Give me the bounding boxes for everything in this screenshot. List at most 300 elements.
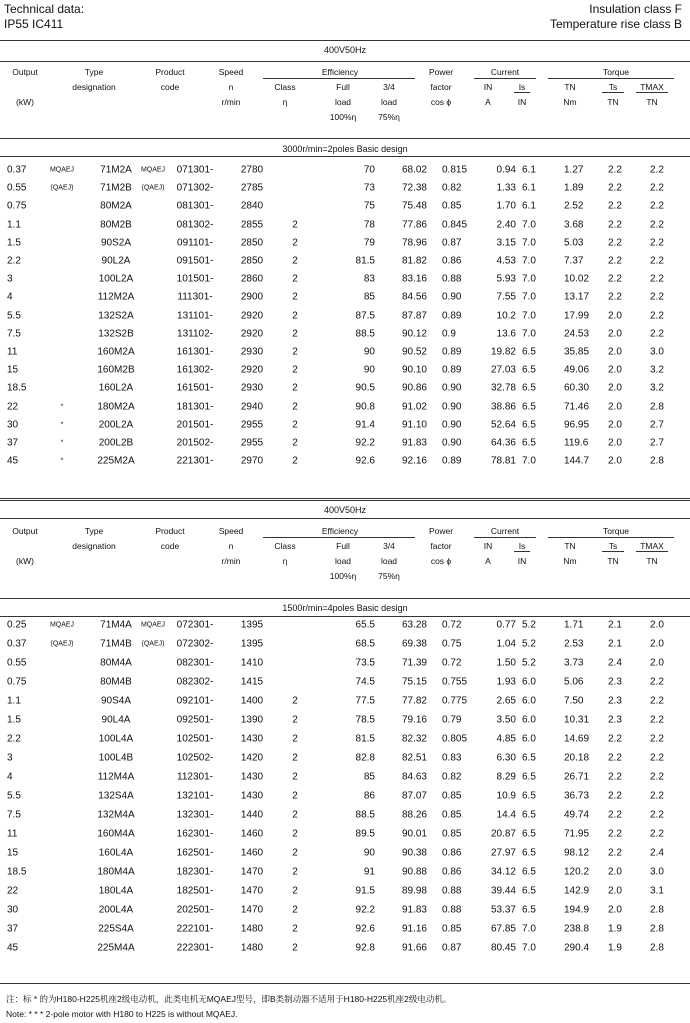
table-cell: 2.4 <box>650 847 664 859</box>
table-cell: 182501- <box>176 885 214 897</box>
table-cell: 90S4A <box>100 695 132 707</box>
table-cell: 0.55 <box>7 657 27 669</box>
table-cell: 0.89 <box>442 346 462 358</box>
col-ts-ratio-top: Ts <box>608 82 618 92</box>
table-cell: 1.1 <box>7 219 21 231</box>
table-cell: 91.66 <box>401 942 427 954</box>
table-cell: 92.8 <box>355 942 375 954</box>
table-cell: 90.5 <box>355 382 375 394</box>
table-cell: 71M2A <box>100 164 132 176</box>
table-cell: 1440 <box>240 809 264 821</box>
col-type-header-2: designation <box>72 541 116 551</box>
table-cell: 2.1 <box>608 638 622 650</box>
table-cell: 142.9 <box>564 885 590 897</box>
table-cell: 200L4A <box>98 904 134 916</box>
col-class-header: Class <box>274 541 296 551</box>
col-in-symbol: IN <box>483 541 493 551</box>
table-cell: (QAEJ) <box>141 184 165 192</box>
table-cell: 2.7 <box>650 419 664 431</box>
table-cell: 10.2 <box>496 310 516 322</box>
col-power-header: Power <box>428 526 454 536</box>
table-cell: 160M4A <box>97 828 135 840</box>
table-cell: 131102- <box>177 328 213 340</box>
table-cell: 082302- <box>176 676 214 688</box>
table-cell: 082301- <box>176 657 214 669</box>
table-cell: 0.89 <box>442 364 462 376</box>
table-cell: 6.1 <box>522 182 536 194</box>
table-cell: 5.2 <box>522 619 536 631</box>
table-cell: 1.9 <box>608 923 622 935</box>
col-class-symbol: η <box>282 556 288 566</box>
col-torque-header: Torque <box>603 526 629 536</box>
table-cell: 2.0 <box>608 310 622 322</box>
col-efficiency-header: Efficiency <box>321 526 359 536</box>
table-cell: 2.0 <box>608 401 622 413</box>
table-rule <box>0 500 690 501</box>
table-cell: 7.0 <box>522 328 536 340</box>
table-cell: 0.90 <box>442 291 462 303</box>
table-cell: 2.3 <box>608 676 622 688</box>
table-cell: 0.83 <box>442 752 462 764</box>
table-cell: 111301- <box>177 291 213 303</box>
table-cell: 6.5 <box>522 771 536 783</box>
table-cell: 90L2A <box>101 255 131 267</box>
table-cell: 18.5 <box>7 382 27 394</box>
table-cell: 1470 <box>240 904 264 916</box>
table-cell: 6.5 <box>522 904 536 916</box>
table-rule <box>0 598 690 599</box>
table-cell: 24.53 <box>564 328 590 340</box>
table-cell: 17.99 <box>564 310 590 322</box>
table-cell: 6.5 <box>522 828 536 840</box>
col-torque-header: Torque <box>603 67 629 77</box>
table-cell: 2.2 <box>650 219 664 231</box>
speed-design-subheader: 1500r/min=4poles Basic design <box>282 603 408 613</box>
table-cell: 2.2 <box>608 828 622 840</box>
table-cell: 84.56 <box>401 291 427 303</box>
table-cell: * <box>60 439 64 447</box>
col-power-header-2: factor <box>430 82 452 92</box>
is-ratio-divider <box>514 551 530 552</box>
table-cell: 7.0 <box>522 237 536 249</box>
table-cell: 160M2A <box>97 346 135 358</box>
table-cell: 2 <box>292 942 298 954</box>
table-cell: 1480 <box>240 942 264 954</box>
table-cell: * <box>60 403 64 411</box>
table-cell: 2 <box>292 382 298 394</box>
table-cell: 2 <box>292 733 298 745</box>
table-cell: 5.06 <box>564 676 584 688</box>
table-cell: 3 <box>7 752 13 764</box>
table-cell: 200L2A <box>98 419 134 431</box>
table-cell: 5.2 <box>522 638 536 650</box>
table-cell: 6.5 <box>522 866 536 878</box>
col-code-header: Product <box>155 526 185 536</box>
torque-group-underline <box>548 78 674 79</box>
table-cell: 0.88 <box>442 885 462 897</box>
table-cell: 78.96 <box>401 237 427 249</box>
col-efficiency-header: Efficiency <box>321 67 359 77</box>
table-cell: 3.68 <box>564 219 584 231</box>
col-current-header: Current <box>490 67 520 77</box>
table-cell: 1.9 <box>608 942 622 954</box>
table-cell: 20.87 <box>490 828 516 840</box>
table-cell: MQAEJ <box>140 621 166 629</box>
table-cell: 11 <box>7 346 18 358</box>
table-cell: 65.5 <box>355 619 375 631</box>
table-cell: 71.46 <box>564 401 590 413</box>
col-class-header: Class <box>274 82 296 92</box>
col-type-header: Type <box>84 526 104 536</box>
table-cell: 0.86 <box>442 847 462 859</box>
table-cell: 20.18 <box>564 752 590 764</box>
table-cell: 6.0 <box>522 714 536 726</box>
table-cell: 53.37 <box>490 904 516 916</box>
table-cell: 81.5 <box>355 733 375 745</box>
table-cell: 6.30 <box>496 752 516 764</box>
table-cell: 35.85 <box>564 346 590 358</box>
table-cell: 80M4A <box>100 657 132 669</box>
table-cell: 3.15 <box>496 237 516 249</box>
col-current-header: Current <box>490 526 520 536</box>
table-cell: 3.73 <box>564 657 584 669</box>
table-cell: 202501- <box>176 904 214 916</box>
table-cell: 78 <box>363 219 375 231</box>
table-cell: 072301- <box>176 619 214 631</box>
col-code-header-2: code <box>160 82 180 92</box>
table-cell: 90.52 <box>401 346 427 358</box>
section-voltage-label: 400V50Hz <box>323 505 367 515</box>
table-cell: 88.26 <box>401 809 427 821</box>
table-cell: 2.2 <box>7 733 21 745</box>
table-cell: 120.2 <box>564 866 590 878</box>
table-cell: 1460 <box>240 828 264 840</box>
table-cell: 2.2 <box>650 255 664 267</box>
table-cell: 7.0 <box>522 255 536 267</box>
table-cell: 0.87 <box>442 237 462 249</box>
col-ts-ratio-bottom: TN <box>607 97 619 107</box>
table-cell: 7.0 <box>522 291 536 303</box>
table-rule <box>0 156 690 157</box>
table-cell: 2940 <box>240 401 264 413</box>
table-cell: 2 <box>292 237 298 249</box>
table-cell: 1.1 <box>7 695 21 707</box>
table-cell: MQAEJ <box>49 621 75 629</box>
table-cell: 6.5 <box>522 437 536 449</box>
col-code-header-2: code <box>160 541 180 551</box>
table-cell: 0.85 <box>442 828 462 840</box>
table-cell: 27.97 <box>490 847 516 859</box>
table-cell: 71.39 <box>401 657 427 669</box>
col-speed-header: Speed <box>218 526 244 536</box>
table-cell: 71M4B <box>100 638 132 650</box>
table-cell: 0.88 <box>442 273 462 285</box>
table-cell: 67.85 <box>490 923 516 935</box>
table-cell: 84.63 <box>401 771 427 783</box>
col-full-load-header-3: 100%η <box>329 112 357 122</box>
table-cell: 14.4 <box>496 809 516 821</box>
table-cell: MQAEJ <box>49 166 75 174</box>
table-cell: 2 <box>292 419 298 431</box>
table-cell: 1430 <box>240 733 264 745</box>
table-cell: 225M2A <box>97 455 135 467</box>
table-cell: 200L2B <box>98 437 134 449</box>
table-cell: 91.10 <box>401 419 427 431</box>
table-cell: 2.2 <box>650 752 664 764</box>
table-cell: 2970 <box>240 455 264 467</box>
table-cell: 3.0 <box>650 866 664 878</box>
table-cell: 2.2 <box>608 847 622 859</box>
table-cell: 5.5 <box>7 790 21 802</box>
table-cell: 0.775 <box>442 695 468 707</box>
is-ratio-divider <box>514 92 530 93</box>
table-cell: 2955 <box>240 437 264 449</box>
table-cell: 112301- <box>177 771 213 783</box>
table-cell: 2.2 <box>608 790 622 802</box>
table-cell: 161301- <box>176 346 214 358</box>
table-cell: 101501- <box>176 273 214 285</box>
table-cell: 5.93 <box>496 273 516 285</box>
table-cell: 1395 <box>240 638 264 650</box>
table-cell: 1.27 <box>564 164 584 176</box>
table-cell: 2.3 <box>608 695 622 707</box>
table-cell: 2.2 <box>608 237 622 249</box>
table-cell: 6.5 <box>522 419 536 431</box>
table-cell: 14.69 <box>564 733 590 745</box>
table-cell: 1420 <box>240 752 264 764</box>
table-cell: 0.89 <box>442 310 462 322</box>
table-cell: 2 <box>292 346 298 358</box>
table-cell: 201502- <box>176 437 214 449</box>
table-cell: 161501- <box>176 382 214 394</box>
col-tmax-ratio-top: TMAX <box>640 82 664 92</box>
table-cell: 91 <box>363 866 375 878</box>
table-cell: 2.2 <box>650 809 664 821</box>
table-cell: 82.51 <box>401 752 427 764</box>
table-cell: 87.87 <box>401 310 427 322</box>
col-full-load-header-3: 100%η <box>329 571 357 581</box>
table-cell: 90 <box>363 364 375 376</box>
table-cell: 6.5 <box>522 401 536 413</box>
table-cell: 90.88 <box>401 866 427 878</box>
table-cell: 90.10 <box>401 364 427 376</box>
table-cell: 91.83 <box>401 904 427 916</box>
table-cell: 10.9 <box>496 790 516 802</box>
table-cell: 80M2B <box>100 219 132 231</box>
table-cell: 132S2B <box>98 328 134 340</box>
col-type-header: Type <box>84 67 104 77</box>
table-cell: 2.65 <box>496 695 516 707</box>
table-cell: 96.95 <box>564 419 590 431</box>
table-cell: 3.2 <box>650 382 664 394</box>
current-group-underline <box>474 537 536 538</box>
table-cell: 78.5 <box>355 714 375 726</box>
table-cell: 90.86 <box>401 382 427 394</box>
table-cell: 221301- <box>176 455 214 467</box>
table-cell: 6.5 <box>522 346 536 358</box>
table-cell: 2.2 <box>650 771 664 783</box>
col-full-load-header: Full <box>336 541 350 551</box>
table-cell: 77.82 <box>401 695 427 707</box>
tmax-ratio-divider <box>636 92 668 93</box>
col-tn-symbol: TN <box>564 82 576 92</box>
table-cell: (QAEJ) <box>50 640 74 648</box>
col-full-load-header-2: load <box>334 556 352 566</box>
table-cell: 1.71 <box>564 619 584 631</box>
col-power-header-3: cos ϕ <box>430 556 452 566</box>
table-cell: 7.0 <box>522 310 536 322</box>
table-cell: 225S4A <box>98 923 134 935</box>
table-cell: 162301- <box>176 828 214 840</box>
current-group-underline <box>474 78 536 79</box>
table-cell: 0.88 <box>442 904 462 916</box>
table-cell: 2.2 <box>650 182 664 194</box>
table-cell: 91.83 <box>401 437 427 449</box>
table-cell: 2 <box>292 866 298 878</box>
table-cell: 2.2 <box>608 164 622 176</box>
table-cell: 2930 <box>240 346 264 358</box>
table-cell: 79.16 <box>401 714 427 726</box>
table-cell: 081301- <box>176 200 214 212</box>
table-cell: 83.16 <box>401 273 427 285</box>
table-cell: 3.50 <box>496 714 516 726</box>
table-cell: 2 <box>292 752 298 764</box>
table-cell: 1.50 <box>496 657 516 669</box>
table-cell: 75 <box>363 200 375 212</box>
table-cell: 83 <box>363 273 375 285</box>
table-cell: 2930 <box>240 382 264 394</box>
table-cell: 22 <box>7 401 19 413</box>
insulation-class-label: Insulation class F <box>589 2 682 16</box>
table-cell: 2.2 <box>650 828 664 840</box>
table-cell: 70 <box>363 164 375 176</box>
table-cell: 2.0 <box>608 382 622 394</box>
table-cell: 091101- <box>177 237 213 249</box>
temperature-rise-label: Temperature rise class B <box>549 17 682 31</box>
table-cell: 87.5 <box>355 310 375 322</box>
table-cell: 36.73 <box>564 790 590 802</box>
table-cell: 98.12 <box>564 847 590 859</box>
table-cell: 7.55 <box>496 291 516 303</box>
table-cell: 15 <box>7 364 19 376</box>
table-cell: 0.90 <box>442 419 462 431</box>
table-cell: 0.86 <box>442 255 462 267</box>
table-cell: 201501- <box>176 419 214 431</box>
col-34-load-header-2: load <box>380 97 398 107</box>
col-is-ratio-top: Is <box>518 82 526 92</box>
table-cell: 68.02 <box>401 164 427 176</box>
col-output-unit: (kW) <box>16 556 34 566</box>
table-cell: 2.2 <box>608 219 622 231</box>
table-cell: 92.6 <box>355 455 375 467</box>
table-cell: 86 <box>363 790 375 802</box>
table-cell: 2 <box>292 455 298 467</box>
table-cell: 100L4A <box>98 733 134 745</box>
table-cell: 1.33 <box>496 182 516 194</box>
table-cell: 80M4B <box>100 676 132 688</box>
table-cell: 71M2B <box>100 182 132 194</box>
table-cell: 2850 <box>240 237 264 249</box>
table-cell: 238.8 <box>564 923 590 935</box>
table-cell: 160L4A <box>98 847 134 859</box>
efficiency-group-underline <box>263 78 415 79</box>
table-cell: 75.15 <box>401 676 427 688</box>
table-cell: 34.12 <box>490 866 516 878</box>
table-cell: 88.5 <box>355 328 375 340</box>
table-cell: 2 <box>292 923 298 935</box>
table-cell: 0.94 <box>496 164 516 176</box>
table-cell: 0.72 <box>442 657 462 669</box>
table-cell: 4.53 <box>496 255 516 267</box>
table-cell: 0.37 <box>7 638 27 650</box>
torque-group-underline <box>548 537 674 538</box>
table-cell: 90 <box>363 346 375 358</box>
table-cell: 180M2A <box>97 401 135 413</box>
table-cell: 2.0 <box>608 328 622 340</box>
table-cell: 81.82 <box>401 255 427 267</box>
table-cell: 2.2 <box>650 790 664 802</box>
table-cell: 8.29 <box>496 771 516 783</box>
table-cell: 37 <box>7 437 19 449</box>
col-class-symbol: η <box>282 97 288 107</box>
table-cell: 2.2 <box>608 291 622 303</box>
table-cell: 3 <box>7 273 13 285</box>
table-cell: 2 <box>292 364 298 376</box>
table-cell: 2900 <box>240 291 264 303</box>
table-cell: 071302- <box>176 182 214 194</box>
table-cell: 0.89 <box>442 455 462 467</box>
table-cell: 4 <box>7 291 13 303</box>
table-cell: 3.2 <box>650 364 664 376</box>
col-ts-ratio-bottom: TN <box>607 556 619 566</box>
table-cell: 0.805 <box>442 733 468 745</box>
table-cell: 2780 <box>240 164 264 176</box>
table-cell: 7.0 <box>522 455 536 467</box>
table-cell: 7.0 <box>522 923 536 935</box>
col-34-load-header-2: load <box>380 556 398 566</box>
table-cell: 90S2A <box>100 237 132 249</box>
table-cell: 194.9 <box>564 904 590 916</box>
col-in-unit: A <box>485 556 491 566</box>
col-is-ratio-bottom: IN <box>517 556 527 566</box>
table-cell: 2.7 <box>650 437 664 449</box>
table-cell: 2855 <box>240 219 264 231</box>
table-cell: 6.1 <box>522 164 536 176</box>
table-cell: 7.5 <box>7 809 21 821</box>
table-cell: 2.8 <box>650 942 664 954</box>
table-cell: 2.2 <box>608 200 622 212</box>
table-cell: 2 <box>292 714 298 726</box>
col-in-symbol: IN <box>483 82 493 92</box>
ts-ratio-divider <box>602 92 624 93</box>
col-power-header: Power <box>428 67 454 77</box>
table-cell: 2.8 <box>650 455 664 467</box>
table-cell: 19.82 <box>490 346 516 358</box>
table-cell: 2.0 <box>608 866 622 878</box>
table-cell: 6.5 <box>522 752 536 764</box>
table-cell: 7.5 <box>7 328 21 340</box>
table-cell: 071301- <box>176 164 214 176</box>
table-cell: 38.86 <box>490 401 516 413</box>
table-cell: 0.87 <box>442 942 462 954</box>
table-cell: 0.815 <box>442 164 468 176</box>
table-cell: 2920 <box>240 310 264 322</box>
table-cell: 2.40 <box>496 219 516 231</box>
table-cell: 0.37 <box>7 164 27 176</box>
table-cell: 0.90 <box>442 382 462 394</box>
table-cell: 80.45 <box>490 942 516 954</box>
table-cell: 52.64 <box>490 419 516 431</box>
